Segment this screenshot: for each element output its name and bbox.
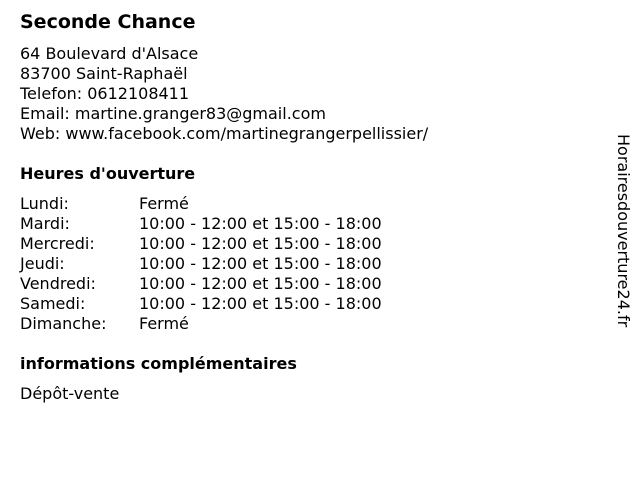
day-hours: Fermé	[139, 194, 189, 213]
web-label: Web:	[20, 124, 61, 143]
additional-info-text: Dépôt-vente	[20, 384, 120, 403]
phone-number[interactable]: 0612108411	[87, 84, 190, 103]
day-hours: 10:00 - 12:00 et 15:00 - 18:00	[139, 254, 382, 273]
contact-block	[20, 44, 428, 144]
day-hours: 10:00 - 12:00 et 15:00 - 18:00	[139, 234, 382, 253]
address-city: 83700 Saint-Raphaël	[20, 64, 188, 83]
phone-label: Telefon:	[20, 84, 83, 103]
email-address[interactable]: martine.granger83@gmail.com	[74, 104, 326, 123]
phone-line	[20, 84, 428, 104]
day-hours: 10:00 - 12:00 et 15:00 - 18:00	[139, 294, 382, 313]
day-label: Jeudi:	[20, 254, 65, 273]
day-hours: 10:00 - 12:00 et 15:00 - 18:00	[139, 274, 382, 293]
opening-hours-heading: Heures d'ouverture	[20, 164, 196, 183]
additional-info-heading: informations complémentaires	[20, 354, 297, 373]
day-hours: 10:00 - 12:00 et 15:00 - 18:00	[139, 214, 382, 233]
business-name: Seconde Chance	[20, 11, 196, 33]
day-label: Dimanche:	[20, 314, 107, 333]
day-label: Vendredi:	[20, 274, 96, 293]
day-label: Mercredi:	[20, 234, 95, 253]
web-line	[20, 124, 428, 144]
day-hours: Fermé	[139, 314, 189, 333]
day-label: Mardi:	[20, 214, 70, 233]
day-label: Lundi:	[20, 194, 69, 213]
email-line	[20, 104, 428, 124]
email-label: Email:	[20, 104, 70, 123]
address-street: 64 Boulevard d'Alsace	[20, 44, 199, 63]
day-label: Samedi:	[20, 294, 86, 313]
site-watermark: Horairesdouverture24.fr	[614, 134, 633, 328]
web-link[interactable]: www.facebook.com/martinegrangerpellissier/	[65, 124, 429, 143]
